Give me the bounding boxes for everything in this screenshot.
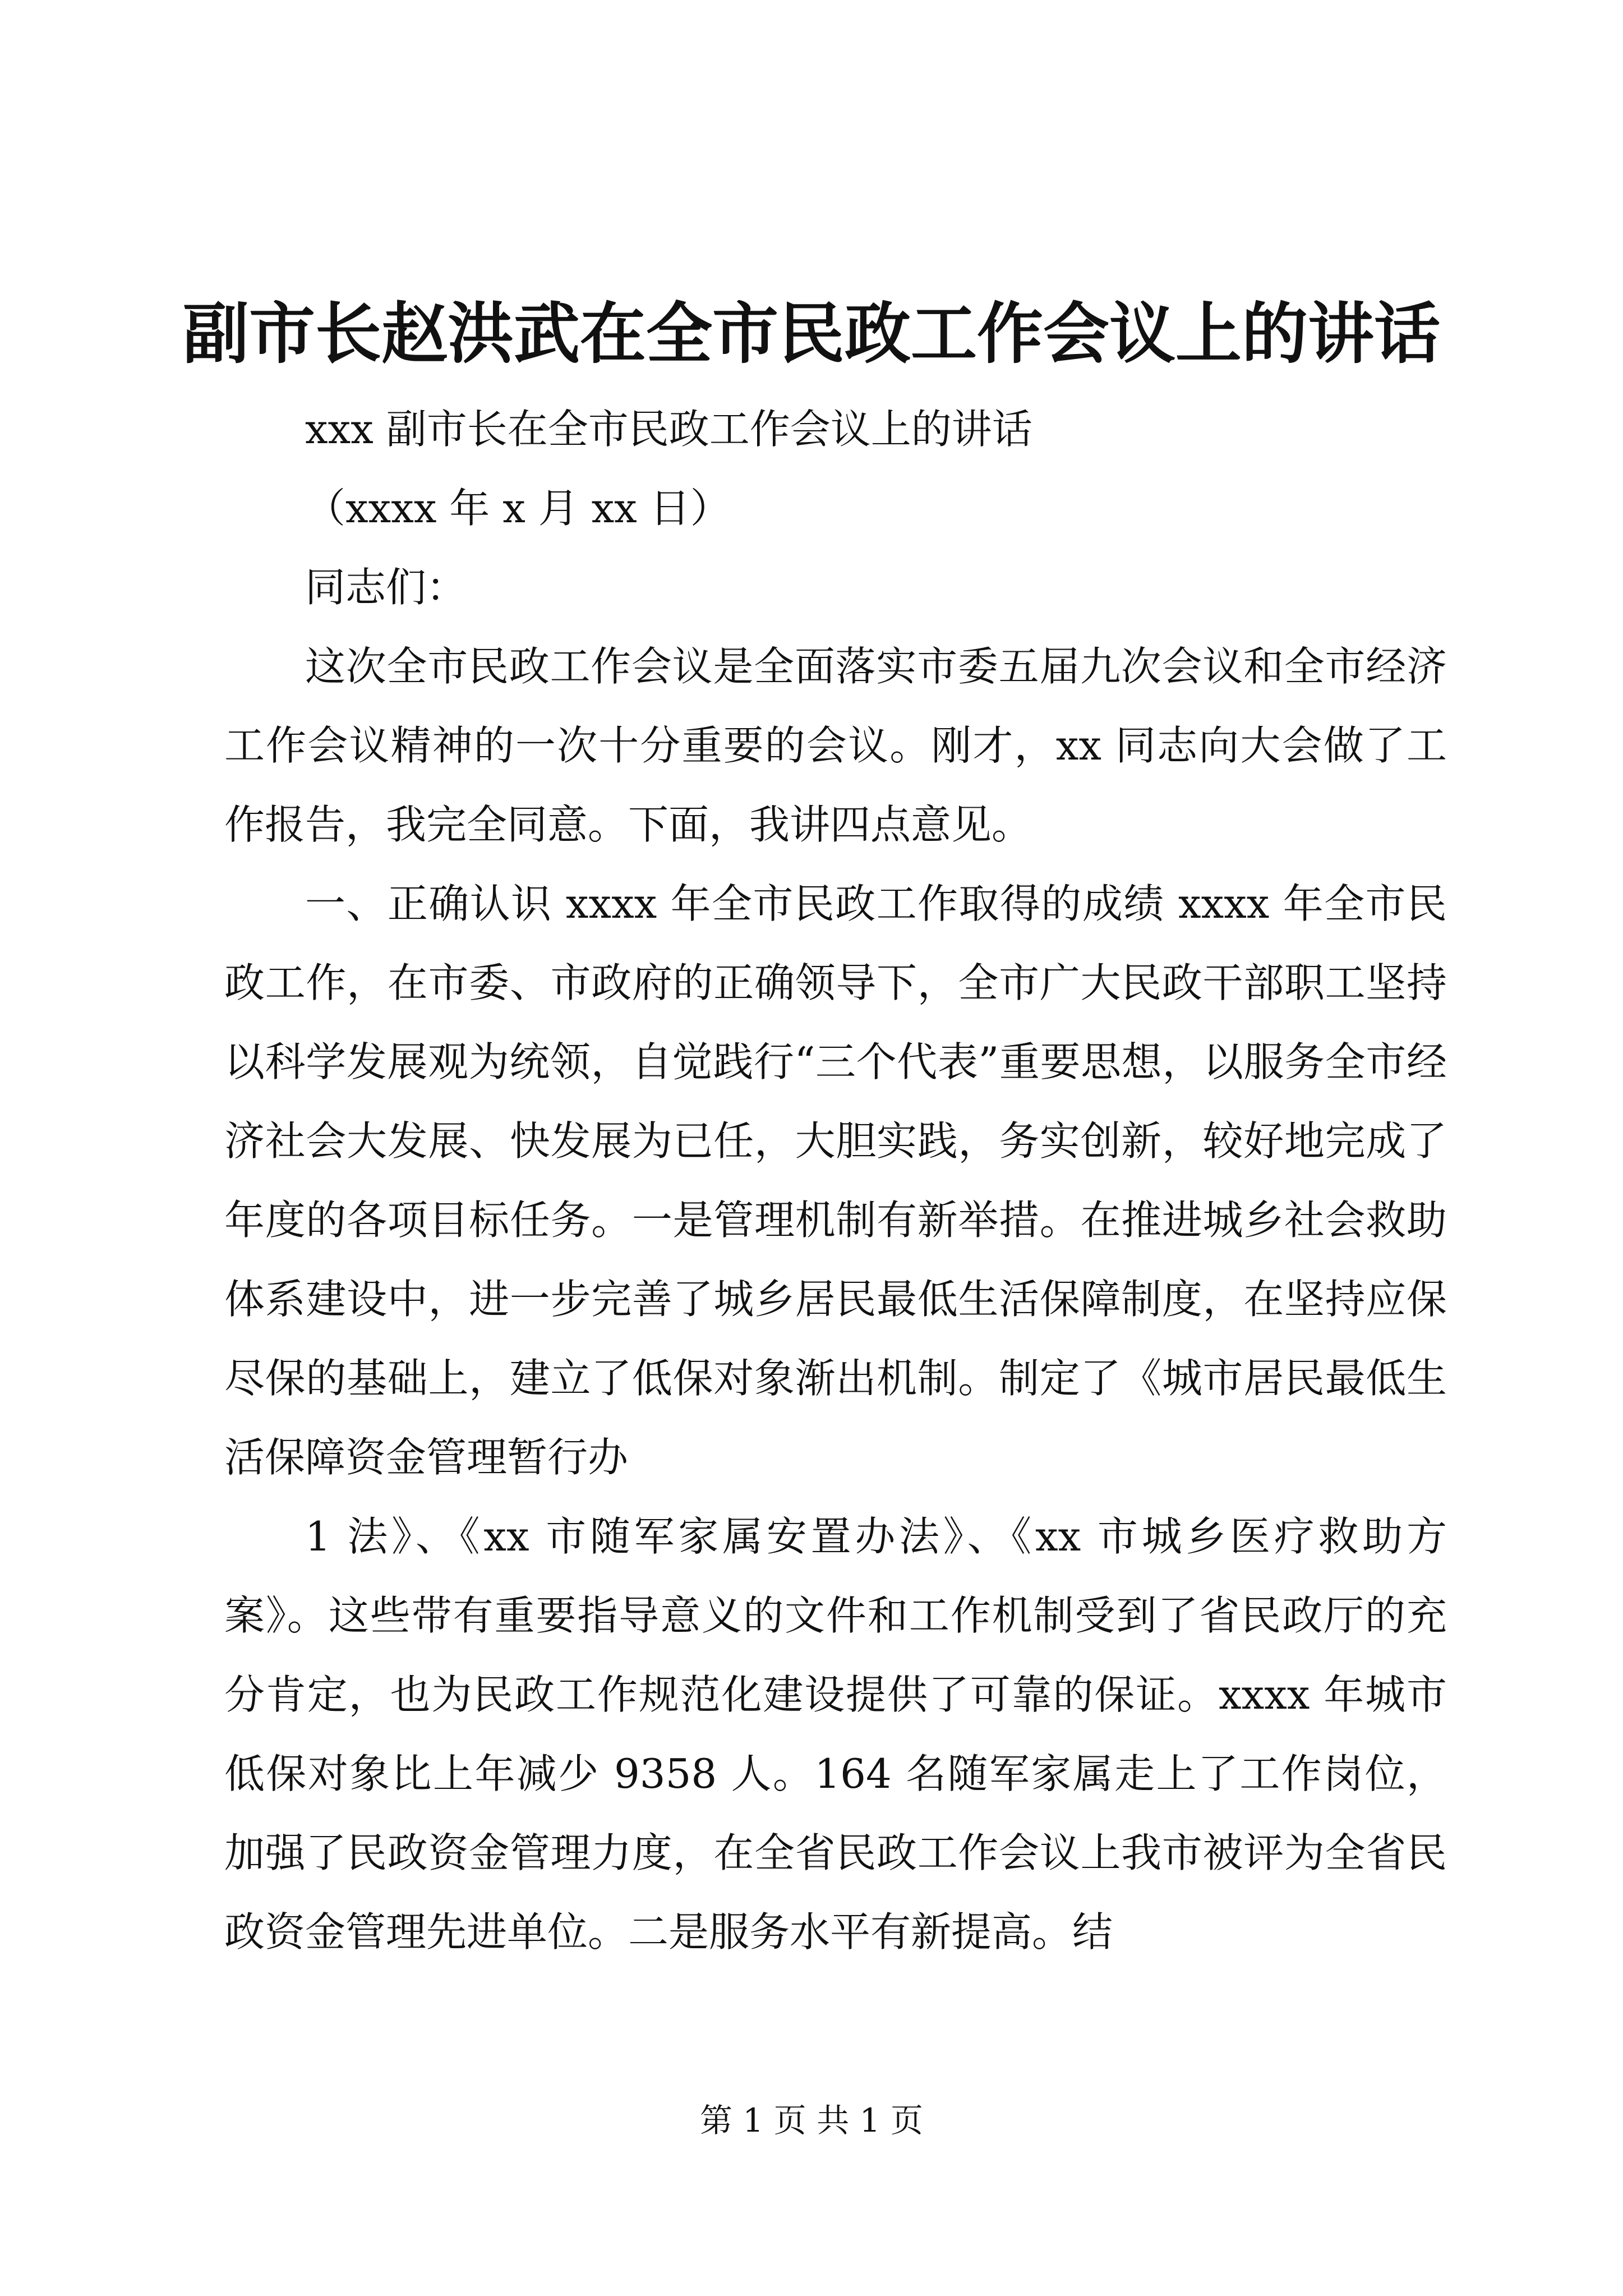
page-number-footer: 第 1 页 共 1 页 [700,2101,923,2139]
speech-heading: xxx 副市长在全市民政工作会议上的讲话 [305,406,1032,453]
salutation: 同志们： [305,564,467,611]
document-body [224,390,1447,1972]
body-paragraph: 1 法》、《xx 市随军家属安置办法》、《xx 市城乡医疗救助方案》。这些带有重要指导意义的文件和工作机制受到了省民政厅的充分肯定，也为民政工作规范化建设提供了可靠的保证。xxxx 年城市低保对象比上年减少 9358 人。164 名随军家属走上了工作岗位，加强了民政资金管理力度，在全省民政工作会议上我市被评为全省民政资金管理先进单位。二是服务水平有新提高。结 [224,1513,1447,1955]
body-paragraph: 一、正确认识 xxxx 年全市民政工作取得的成绩 xxxx 年全市民政工作，在市委、市政府的正确领导下，全市广大民政干部职工坚持以科学发展观为统领，自觉践行“三个代表”重要思想，以服务全市经济社会大发展、快发展为已任，大胆实践，务实创新，较好地完成了年度的各项目标任务。一是管理机制有新举措。在推进城乡社会救助体系建设中，进一步完善了城乡居民最低生活保障制度，在坚持应保尽保的基础上，建立了低保对象渐出机制。制定了《城市居民最低生活保障资金管理暂行办 [224,880,1447,1481]
document-title: 副市长赵洪武在全市民政工作会议上的讲话 [182,295,1440,372]
body-paragraph: 这次全市民政工作会议是全面落实市委五届九次会议和全市经济工作会议精神的一次十分重要的会议。刚才，xx 同志向大会做了工作报告，我完全同意。下面，我讲四点意见。 [224,643,1447,848]
speech-date: （xxxx 年 x 月 xx 日） [305,485,731,532]
